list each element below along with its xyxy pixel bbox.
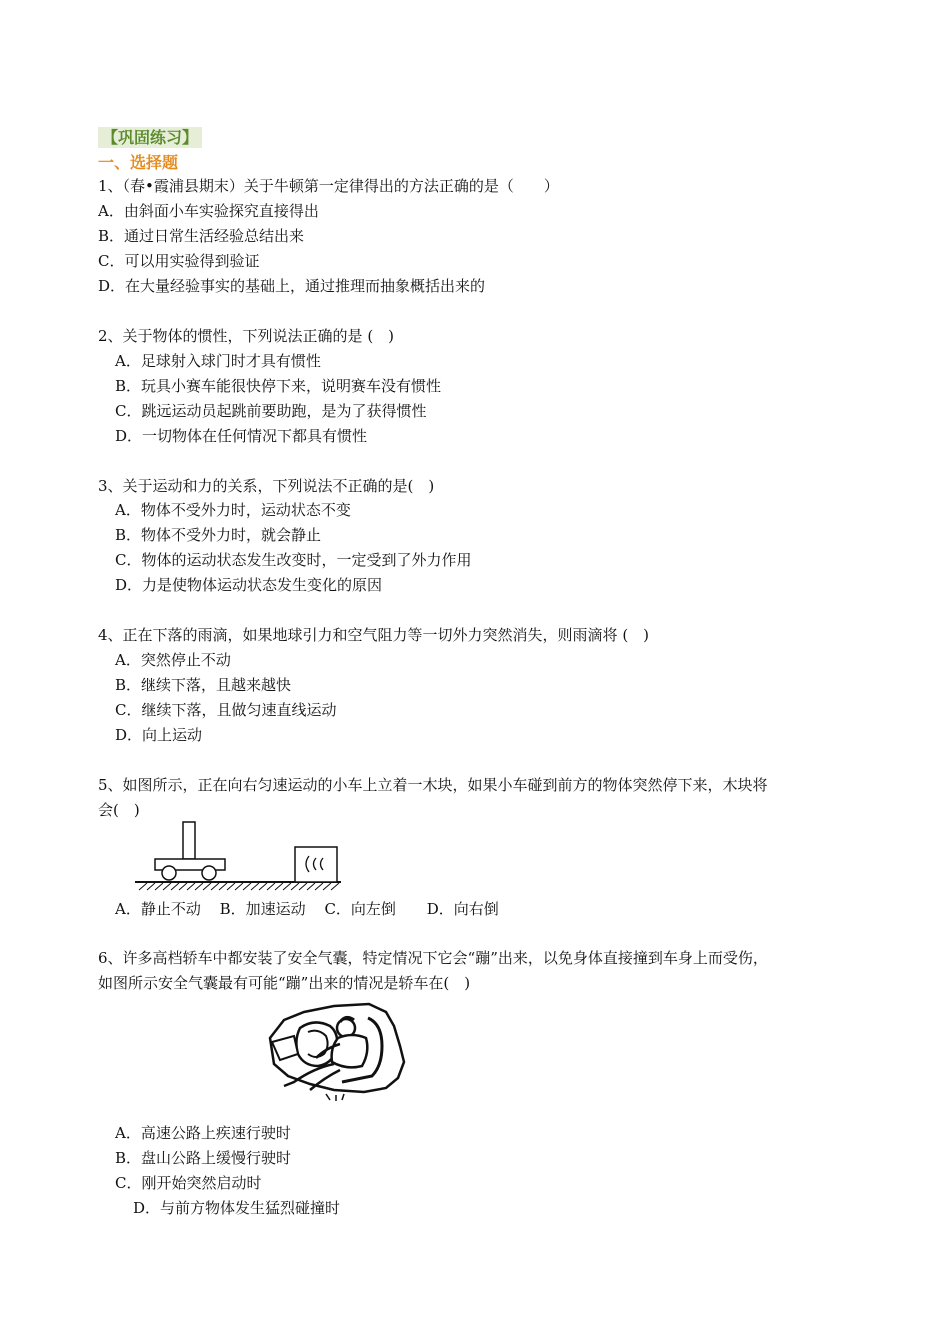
q6-option-a: A．高速公路上疾速行驶时 [115, 1124, 291, 1142]
q5-option-c: C．向左倒 [324, 900, 396, 918]
q5-option-b: B．加速运动 [219, 900, 306, 918]
q2-option-a: A．足球射入球门时才具有惯性 [115, 352, 321, 370]
q6-option-d: D．与前方物体发生猛烈碰撞时 [133, 1199, 341, 1217]
q1-option-c: C．可以用实验得到验证 [98, 252, 260, 270]
q3-option-d: D．力是使物体运动状态发生变化的原因 [115, 576, 383, 594]
question-5-stem-line-1: 5、如图所示，正在向右匀速运动的小车上立着一木块，如果小车碰到前方的物体突然停下来，木块将 [98, 776, 768, 794]
q5-option-a: A．静止不动 [115, 900, 201, 918]
q4-option-c: C．继续下落，且做匀速直线运动 [115, 701, 337, 719]
q4-option-b: B．继续下落，且越来越快 [115, 676, 292, 694]
practice-heading: 【巩固练习】 [98, 127, 202, 148]
question-6-stem-line-1: 6、许多高档轿车中都安装了安全气囊，特定情况下它会“蹦”出来，以免身体直接撞到车身上而受伤， [98, 949, 768, 967]
q6-option-c: C．刚开始突然启动时 [115, 1174, 262, 1192]
airbag-figure [264, 998, 408, 1102]
section-title: 一、选择题 [98, 153, 179, 172]
q3-option-a: A．物体不受外力时，运动状态不变 [115, 501, 351, 519]
q4-option-d: D．向上运动 [115, 726, 203, 744]
question-4-stem: 4、正在下落的雨滴，如果地球引力和空气阻力等一切外力突然消失，则雨滴将 ( ) [98, 626, 650, 644]
q4-option-a: A．突然停止不动 [115, 651, 231, 669]
question-1-stem: 1、（春•霞浦县期末）关于牛顿第一定律得出的方法正确的是（ ） [98, 177, 559, 195]
q6-option-b: B．盘山公路上缓慢行驶时 [115, 1149, 292, 1167]
question-6-stem-line-2: 如图所示安全气囊最有可能“蹦”出来的情况是轿车在( ) [98, 974, 471, 992]
q1-option-d: D．在大量经验事实的基础上，通过推理而抽象概括出来的 [98, 277, 486, 295]
q3-option-c: C．物体的运动状态发生改变时，一定受到了外力作用 [115, 551, 472, 569]
q5-options-row [115, 899, 499, 919]
q2-option-b: B．玩具小赛车能很快停下来，说明赛车没有惯性 [115, 377, 442, 395]
question-3-stem: 3、关于运动和力的关系，下列说法不正确的是( ) [98, 477, 435, 495]
q3-option-b: B．物体不受外力时，就会静止 [115, 526, 322, 544]
q2-option-d: D．一切物体在任何情况下都具有惯性 [115, 427, 368, 445]
q1-option-b: B．通过日常生活经验总结出来 [98, 227, 305, 245]
q2-option-c: C．跳远运动员起跳前要助跑，是为了获得惯性 [115, 402, 427, 420]
q1-option-a: A．由斜面小车实验探究直接得出 [98, 202, 319, 220]
question-5-stem-line-2: 会( ) [98, 801, 140, 819]
cart-and-block-figure [133, 818, 345, 892]
question-2-stem: 2、关于物体的惯性，下列说法正确的是 ( ) [98, 327, 395, 345]
q5-option-d: D．向右倒 [426, 900, 499, 918]
